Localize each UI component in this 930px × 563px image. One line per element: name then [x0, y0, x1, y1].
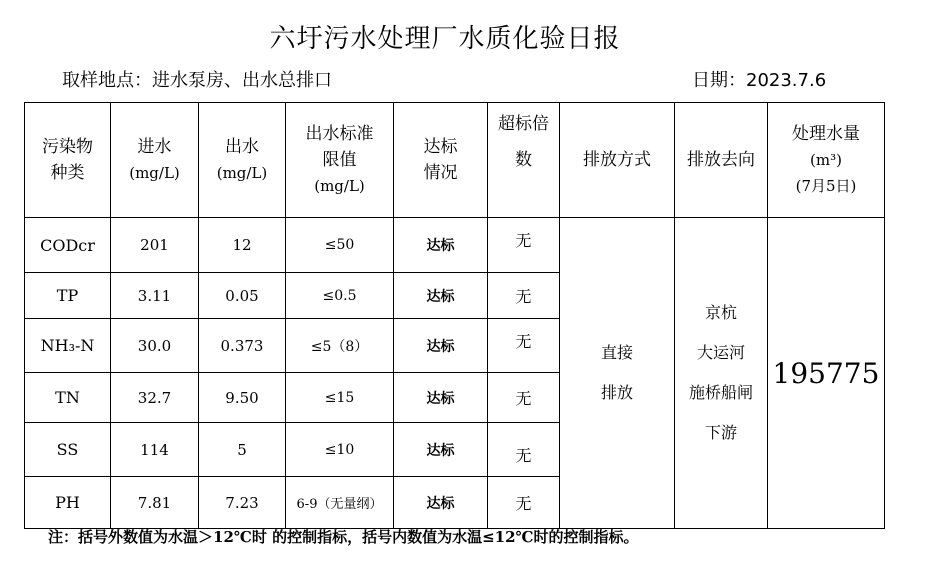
header-pollutant: 污染物 种类: [25, 103, 111, 218]
status-cell: 达标: [394, 319, 488, 373]
pollutant-cell: NH₃-N: [25, 319, 111, 373]
header-row: [25, 103, 885, 218]
limit-cell: ≤10: [286, 423, 394, 477]
header-influent: 进水 (mg/L): [111, 103, 199, 218]
report-title: 六圩污水处理厂水质化验日报: [269, 24, 621, 54]
sampling-location: 取样地点：进水泵房、出水总排口: [62, 70, 332, 91]
exceed-cell: 无: [488, 273, 560, 319]
influent-cell: 114: [111, 423, 199, 477]
table-row: [25, 218, 885, 273]
header-discharge-dest: 排放去向: [675, 103, 768, 218]
pollutant-cell: PH: [25, 477, 111, 529]
exceed-cell: 无: [488, 423, 560, 477]
water-quality-table: [24, 102, 885, 529]
influent-cell: 30.0: [111, 319, 199, 373]
status-cell: 达标: [394, 273, 488, 319]
pollutant-cell: TP: [25, 273, 111, 319]
limit-cell: ≤0.5: [286, 273, 394, 319]
status-cell: 达标: [394, 218, 488, 273]
pollutant-cell: SS: [25, 423, 111, 477]
status-cell: 达标: [394, 423, 488, 477]
exceed-cell: 无: [488, 319, 560, 373]
limit-cell: 6-9（无量纲）: [286, 477, 394, 529]
header-exceed: 超标倍 数: [488, 103, 560, 218]
effluent-cell: 7.23: [199, 477, 286, 529]
effluent-cell: 0.373: [199, 319, 286, 373]
header-limit: 出水标准 限值 (mg/L): [286, 103, 394, 218]
report-date: 日期：2023.7.6: [692, 70, 827, 91]
influent-cell: 201: [111, 218, 199, 273]
effluent-cell: 9.50: [199, 373, 286, 423]
status-cell: 达标: [394, 477, 488, 529]
limit-cell: ≤5（8）: [286, 319, 394, 373]
footnote: 注：括号外数值为水温＞12℃时 的控制指标，括号内数值为水温≤12℃时的控制指标。: [48, 528, 639, 546]
effluent-cell: 12: [199, 218, 286, 273]
limit-cell: ≤15: [286, 373, 394, 423]
header-discharge-method: 排放方式: [560, 103, 675, 218]
exceed-cell: 无: [488, 477, 560, 529]
influent-cell: 7.81: [111, 477, 199, 529]
effluent-cell: 5: [199, 423, 286, 477]
pollutant-cell: CODcr: [25, 218, 111, 273]
pollutant-cell: TN: [25, 373, 111, 423]
header-effluent: 出水 (mg/L): [199, 103, 286, 218]
discharge-dest-cell: 京杭 大运河 施桥船闸 下游: [675, 218, 768, 529]
header-flow: 处理水量 (m³) (7月5日): [768, 103, 885, 218]
effluent-cell: 0.05: [199, 273, 286, 319]
exceed-cell: 无: [488, 373, 560, 423]
header-compliance: 达标 情况: [394, 103, 488, 218]
discharge-method-cell: 直接 排放: [560, 218, 675, 529]
influent-cell: 3.11: [111, 273, 199, 319]
influent-cell: 32.7: [111, 373, 199, 423]
limit-cell: ≤50: [286, 218, 394, 273]
exceed-cell: 无: [488, 218, 560, 273]
status-cell: 达标: [394, 373, 488, 423]
flow-volume-cell: 195775: [768, 218, 885, 529]
